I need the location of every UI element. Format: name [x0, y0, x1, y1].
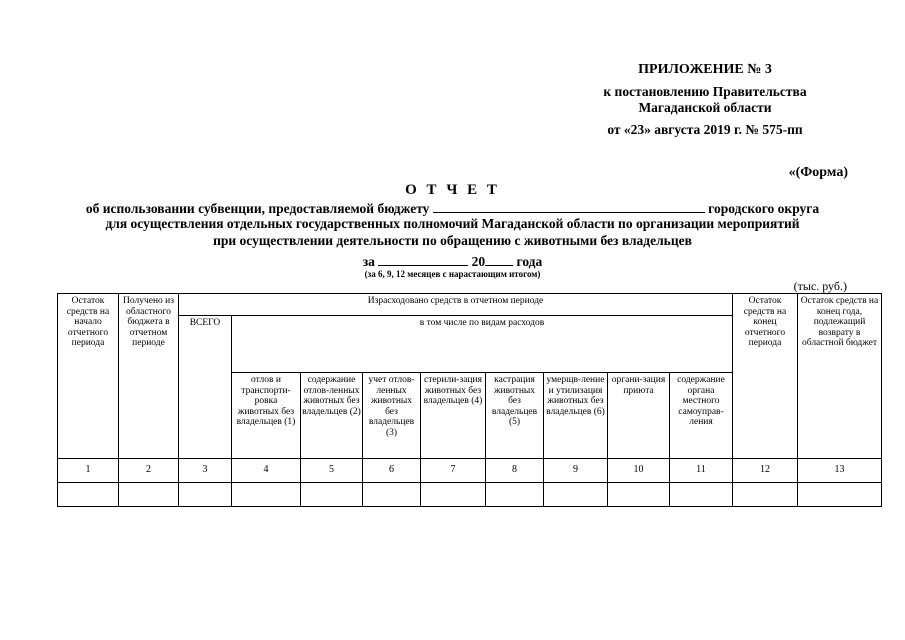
column-number: 2 [119, 459, 179, 483]
period-month-blank[interactable] [378, 252, 468, 266]
data-cell[interactable] [232, 483, 301, 507]
column-number-row [58, 459, 882, 483]
header-spent: Израсходовано средств в отчетном периоде [179, 294, 733, 316]
header-total: ВСЕГО [179, 316, 232, 459]
header-expense-euthanasia: умерщв-ление и утилизация животных без владельцев (6) [544, 373, 608, 459]
column-number: 5 [301, 459, 363, 483]
form-label: «(Форма) [788, 165, 848, 180]
data-row [58, 483, 882, 507]
period-note: (за 6, 9, 12 месяцев с нарастающим итогом) [364, 269, 541, 279]
data-cell[interactable] [119, 483, 179, 507]
column-number: 4 [232, 459, 301, 483]
column-number: 7 [421, 459, 486, 483]
header-expense-registration: учет отлов-ленных животных без владельцев (3) [363, 373, 421, 459]
data-cell[interactable] [733, 483, 798, 507]
header-received: Получено из областного бюджета в отчетном периоде [119, 294, 179, 459]
appendix-header [560, 62, 850, 138]
header-expense-shelter: органи-зация приюта [608, 373, 670, 459]
column-number: 8 [486, 459, 544, 483]
period-goda: года [516, 254, 543, 269]
data-cell[interactable] [486, 483, 544, 507]
header-return-balance: Остаток средств на конец года, подлежащий возврату в областной бюджет [798, 294, 882, 459]
budget-name-blank[interactable] [433, 199, 705, 213]
header-expense-castration: кастрация животных без владельцев (5) [486, 373, 544, 459]
column-number: 13 [798, 459, 882, 483]
header-end-balance: Остаток средств на конец отчетного периода [733, 294, 798, 459]
report-line-1 [0, 199, 905, 217]
header-expense-keeping: содержание отлов-ленных животных без владельцев (2) [301, 373, 363, 459]
data-cell[interactable] [670, 483, 733, 507]
data-cell[interactable] [179, 483, 232, 507]
data-cell[interactable] [58, 483, 119, 507]
appendix-line-3: от «23» августа 2019 г. № 575-пп [607, 122, 803, 137]
data-cell[interactable] [301, 483, 363, 507]
report-line-1-start: об использовании субвенции, предоставляемой бюджету [85, 201, 430, 216]
report-table [57, 293, 882, 507]
report-period [0, 252, 905, 270]
period-za: за [362, 254, 375, 269]
period-year-blank[interactable] [485, 252, 513, 266]
column-number: 10 [608, 459, 670, 483]
header-expense-sterilization: стерили-зация животных без владельцев (4) [421, 373, 486, 459]
column-number: 11 [670, 459, 733, 483]
column-number: 6 [363, 459, 421, 483]
report-title: О Т Ч Е Т [405, 182, 500, 198]
appendix-title: ПРИЛОЖЕНИЕ № 3 [638, 62, 772, 77]
report-line-3: при осуществлении деятельности по обращению с животными без владельцев [213, 233, 692, 248]
data-cell[interactable] [544, 483, 608, 507]
header-by-type: в том числе по видам расходов [232, 316, 733, 373]
appendix-line-1: к постановлению Правительства [603, 84, 807, 99]
column-number: 12 [733, 459, 798, 483]
data-cell[interactable] [798, 483, 882, 507]
column-number: 3 [179, 459, 232, 483]
header-start-balance: Остаток средств на начало отчетного периода [58, 294, 119, 459]
period-20: 20 [471, 254, 486, 269]
data-cell[interactable] [608, 483, 670, 507]
header-expense-local-authority: содержание органа местного самоуправ-ления [670, 373, 733, 459]
report-line-2: для осуществления отдельных государственных полномочий Магаданской области по организации мероприятий [105, 216, 800, 231]
column-number: 9 [544, 459, 608, 483]
data-cell[interactable] [421, 483, 486, 507]
report-line-1-end: городского округа [708, 201, 820, 216]
header-expense-capture: отлов и транспорти-ровка животных без владельцев (1) [232, 373, 301, 459]
data-cell[interactable] [363, 483, 421, 507]
units-label: (тыс. руб.) [793, 279, 847, 293]
appendix-line-2: Магаданской области [638, 100, 772, 115]
column-number: 1 [58, 459, 119, 483]
